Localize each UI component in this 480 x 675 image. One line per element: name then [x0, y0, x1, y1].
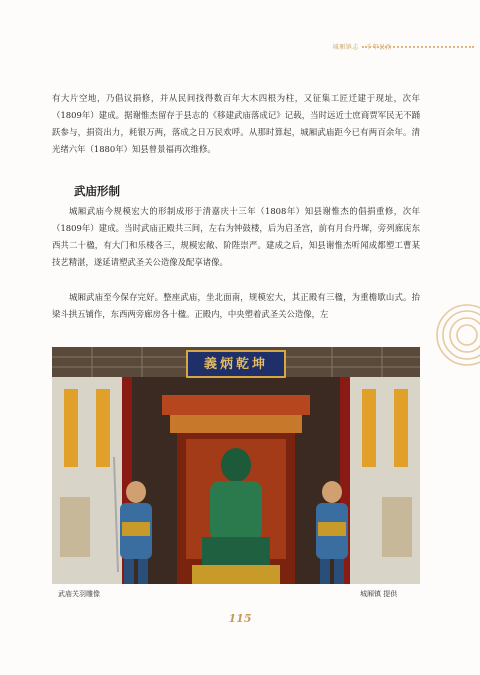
- temple-photo: [52, 347, 420, 584]
- header-dotted-rule: [362, 46, 474, 50]
- top-margin: [0, 0, 480, 18]
- decorative-rosette-icon: [432, 300, 480, 370]
- plaque-inscription: 義炳乾坤: [203, 357, 268, 372]
- photo-credit: 城厢镇 提供: [360, 590, 398, 598]
- paragraph-2: 城厢武庙今规模宏大的形制成形于清嘉庆十三年（1808年）知县谢惟杰的倡捐重修，次年（1809年）建成。当时武庙正殿共三间，左右为钟鼓楼，后为启圣宫，前有月台丹墀，旁列廊庑东西共二十楹，有大门和乐楼各三，规模宏敞、阶陛崇严。建成之后，知县谢惟杰听闻成都塑工曹某技艺精湛，遂延请塑武圣关公造像及配享诸像。: [52, 206, 420, 267]
- section-heading: 武庙形制: [74, 184, 120, 198]
- paragraph-1: 有大片空地，乃倡议捐修，并从民间找得数百年大木四根为柱，又征集工匠迁建于现址，次年（1809年）建成。据谢惟杰留存于县志的《移建武庙落成记》记载，当时远近士庶商贾军民无不踊跃参与，捐资出力，耗银万两，落成之日万民欢呼。从那时算起，城厢武庙距今已有两百余年。清光绪六年（1880年）知县曾景福再次维修。: [52, 93, 420, 154]
- running-header: 城厢镇志 · 千年县治: [332, 44, 392, 51]
- photo-caption: 武庙关羽雕像: [58, 590, 100, 598]
- guan-yu-statue-illustration: [52, 347, 420, 584]
- paragraph-3: 城厢武庙至今保存完好。整座武庙，坐北面南，规模宏大，其正殿有三楹，为重檐歇山式。抬梁斗拱五铺作，东西两旁廊房各十楹。正殿内，中央塑着武圣关公造像，左: [52, 292, 420, 319]
- page-number: 115: [228, 612, 252, 625]
